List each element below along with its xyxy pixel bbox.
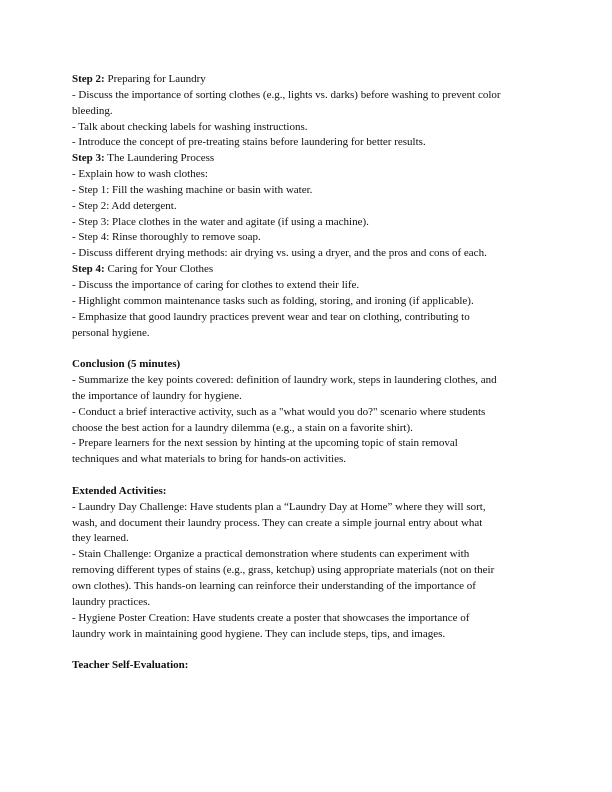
spacer — [72, 341, 552, 357]
document-page — [72, 72, 552, 674]
self-evaluation-section — [72, 658, 552, 674]
step-title: Preparing for Laundry — [104, 73, 206, 85]
step-title: The Laundering Process — [104, 152, 215, 165]
text-line: the importance of laundry for hygiene. — [72, 389, 242, 402]
text-line: - Hygiene Poster Creation: Have students create a poster that showcases the importance of — [72, 611, 470, 624]
text-line: - Talk about checking labels for washing instructions. — [72, 120, 308, 133]
step-label: Step 4: — [72, 263, 105, 276]
conclusion-heading: Conclusion (5 minutes) — [72, 358, 181, 371]
text-line: - Discuss different drying methods: air drying vs. using a dryer, and the pros and cons of each. — [72, 247, 487, 260]
text-line: - Introduce the concept of pre-treating stains before laundering for better results. — [72, 136, 426, 149]
text-line: - Step 4: Rinse thoroughly to remove soap. — [72, 231, 261, 244]
text-line: - Discuss the importance of caring for clothes to extend their life. — [72, 278, 360, 291]
text-line: - Conduct a brief interactive activity, such as a "what would you do?" scenario where students — [72, 405, 486, 418]
step-label: Step 2: — [72, 73, 105, 85]
step-4-section — [72, 262, 552, 341]
text-line: bleeding. — [72, 104, 113, 117]
text-line: - Explain how to wash clothes: — [72, 168, 208, 181]
step-2-heading — [72, 72, 552, 88]
step-label: Step 3: — [72, 152, 105, 165]
text-line: they learned. — [72, 532, 129, 545]
text-line: - Highlight common maintenance tasks such as folding, storing, and ironing (if applicable). — [72, 294, 474, 307]
text-line: - Step 3: Place clothes in the water and agitate (if using a machine). — [72, 215, 369, 228]
text-line: choose the best action for a laundry dilemma (e.g., a stain on a favorite shirt). — [72, 421, 413, 434]
self-evaluation-heading: Teacher Self-Evaluation: — [72, 659, 189, 672]
step-4-heading — [72, 262, 552, 278]
step-2-section — [72, 72, 552, 151]
text-line: techniques and what materials to bring for hands-on activities. — [72, 453, 347, 466]
text-line: laundry practices. — [72, 595, 151, 608]
text-line: laundry work in maintaining good hygiene. They can include steps, tips, and images. — [72, 627, 446, 640]
extended-activities-section — [72, 484, 552, 642]
spacer — [72, 642, 552, 658]
text-line: - Emphasize that good laundry practices prevent wear and tear on clothing, contributing to — [72, 310, 470, 323]
text-line: - Summarize the key points covered: definition of laundry work, steps in laundering clothes, and — [72, 374, 497, 387]
extended-activities-heading: Extended Activities: — [72, 484, 167, 497]
step-3-section — [72, 151, 552, 262]
text-line: - Stain Challenge: Organize a practical demonstration where students can experiment with — [72, 548, 470, 561]
conclusion-section — [72, 357, 552, 468]
text-line: own clothes). This hands-on learning can reinforce their understanding of the importance of — [72, 580, 476, 592]
text-line: removing different types of stains (e.g., grass, ketchup) using appropriate materials (not on their — [72, 564, 495, 577]
step-title: Caring for Your Clothes — [104, 263, 214, 276]
text-line: - Discuss the importance of sorting clothes (e.g., lights vs. darks) before washing to prevent color — [72, 88, 501, 101]
spacer — [72, 468, 552, 484]
text-line: - Laundry Day Challenge: Have students plan a “Laundry Day at Home” where they will sort, — [72, 500, 486, 513]
text-line: - Step 2: Add detergent. — [72, 199, 177, 212]
text-line: wash, and document their laundry process. They can create a simple journal entry about what — [72, 516, 483, 529]
step-3-heading — [72, 151, 552, 167]
text-line: personal hygiene. — [72, 326, 150, 339]
text-line: - Prepare learners for the next session by hinting at the upcoming topic of stain removal — [72, 437, 458, 450]
text-line: - Step 1: Fill the washing machine or basin with water. — [72, 183, 313, 196]
